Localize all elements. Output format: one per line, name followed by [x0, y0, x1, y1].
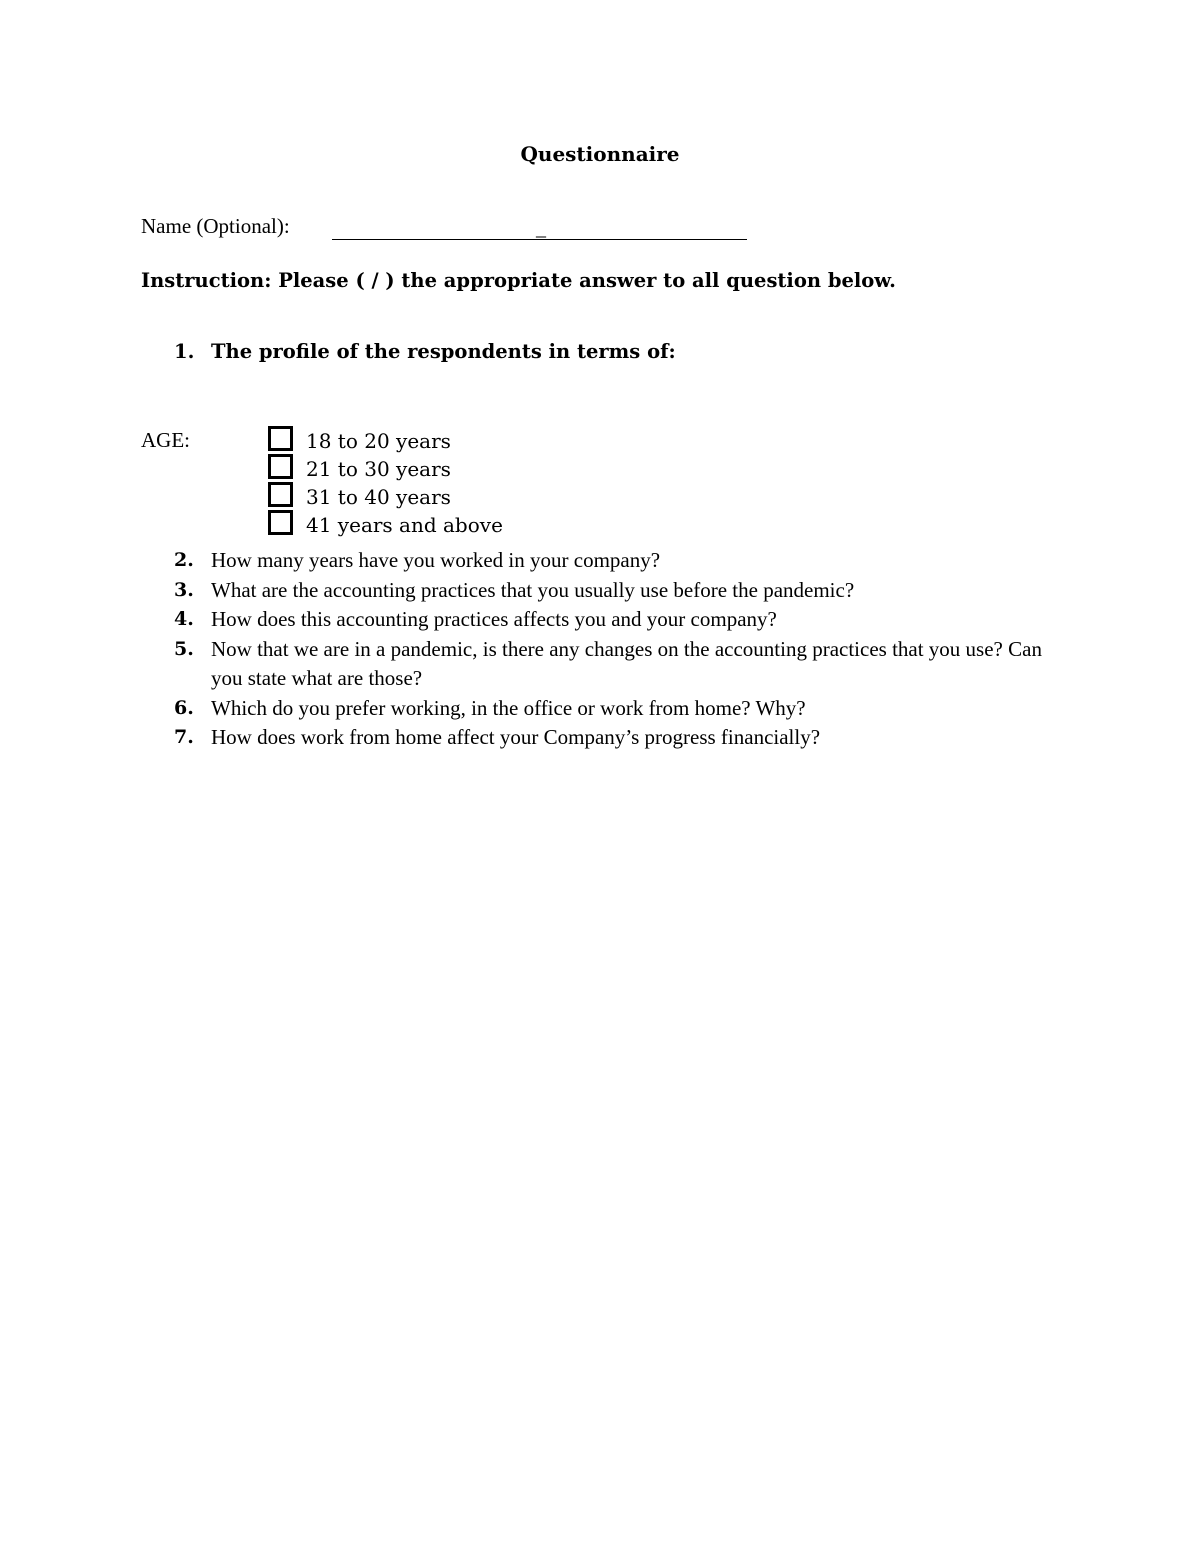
question-number: 4.	[174, 608, 194, 630]
question-number: 3.	[174, 578, 194, 601]
question-item	[174, 546, 1074, 576]
question-item	[174, 605, 1074, 635]
question-text: How many years have you worked in your company?	[211, 548, 661, 572]
question-1-number: 1.	[174, 340, 195, 363]
name-line-mark: _	[536, 218, 546, 240]
question-1	[174, 340, 676, 363]
question-number: 5.	[174, 637, 194, 660]
age-label: AGE:	[141, 428, 190, 452]
age-checkbox-18-20[interactable]	[268, 426, 293, 451]
question-number: 7.	[174, 726, 194, 748]
age-option-label: 18 to 20 years	[306, 429, 451, 453]
question-text: What are the accounting practices that you usually use before the pandemic?	[211, 577, 855, 602]
name-field-row	[141, 214, 546, 240]
question-text: How does this accounting practices affects you and your company?	[211, 607, 777, 631]
age-checkbox-31-40[interactable]	[268, 482, 293, 507]
question-text: Now that we are in a pandemic, is there any changes on the accounting practices that you use? Can you state what are those?	[211, 636, 1042, 690]
question-number: 2.	[174, 549, 194, 571]
question-list	[174, 546, 1074, 753]
question-text: How does work from home affect your Company’s progress financially?	[211, 725, 821, 749]
question-number: 6.	[174, 696, 194, 719]
age-option-label: 41 years and above	[306, 513, 503, 537]
question-item	[174, 723, 1074, 753]
age-option-label: 21 to 30 years	[306, 457, 451, 481]
age-option-31-40	[268, 480, 503, 508]
age-checkbox-21-30[interactable]	[268, 454, 293, 479]
instruction-text: Instruction: Please ( / ) the appropriate answer to all question below.	[141, 269, 896, 292]
document-title: Questionnaire	[520, 142, 680, 166]
age-option-18-20	[268, 424, 503, 452]
age-options	[268, 424, 503, 536]
question-1-text: The profile of the respondents in terms of:	[211, 340, 676, 363]
question-item	[174, 635, 1074, 694]
name-label: Name (Optional):	[141, 214, 290, 238]
question-item	[174, 694, 1074, 724]
age-option-21-30	[268, 452, 503, 480]
age-option-41-above	[268, 508, 503, 536]
question-text: Which do you prefer working, in the office or work from home? Why?	[211, 695, 806, 720]
question-item	[174, 576, 1074, 606]
age-checkbox-41-above[interactable]	[268, 510, 293, 535]
age-option-label: 31 to 40 years	[306, 485, 451, 509]
